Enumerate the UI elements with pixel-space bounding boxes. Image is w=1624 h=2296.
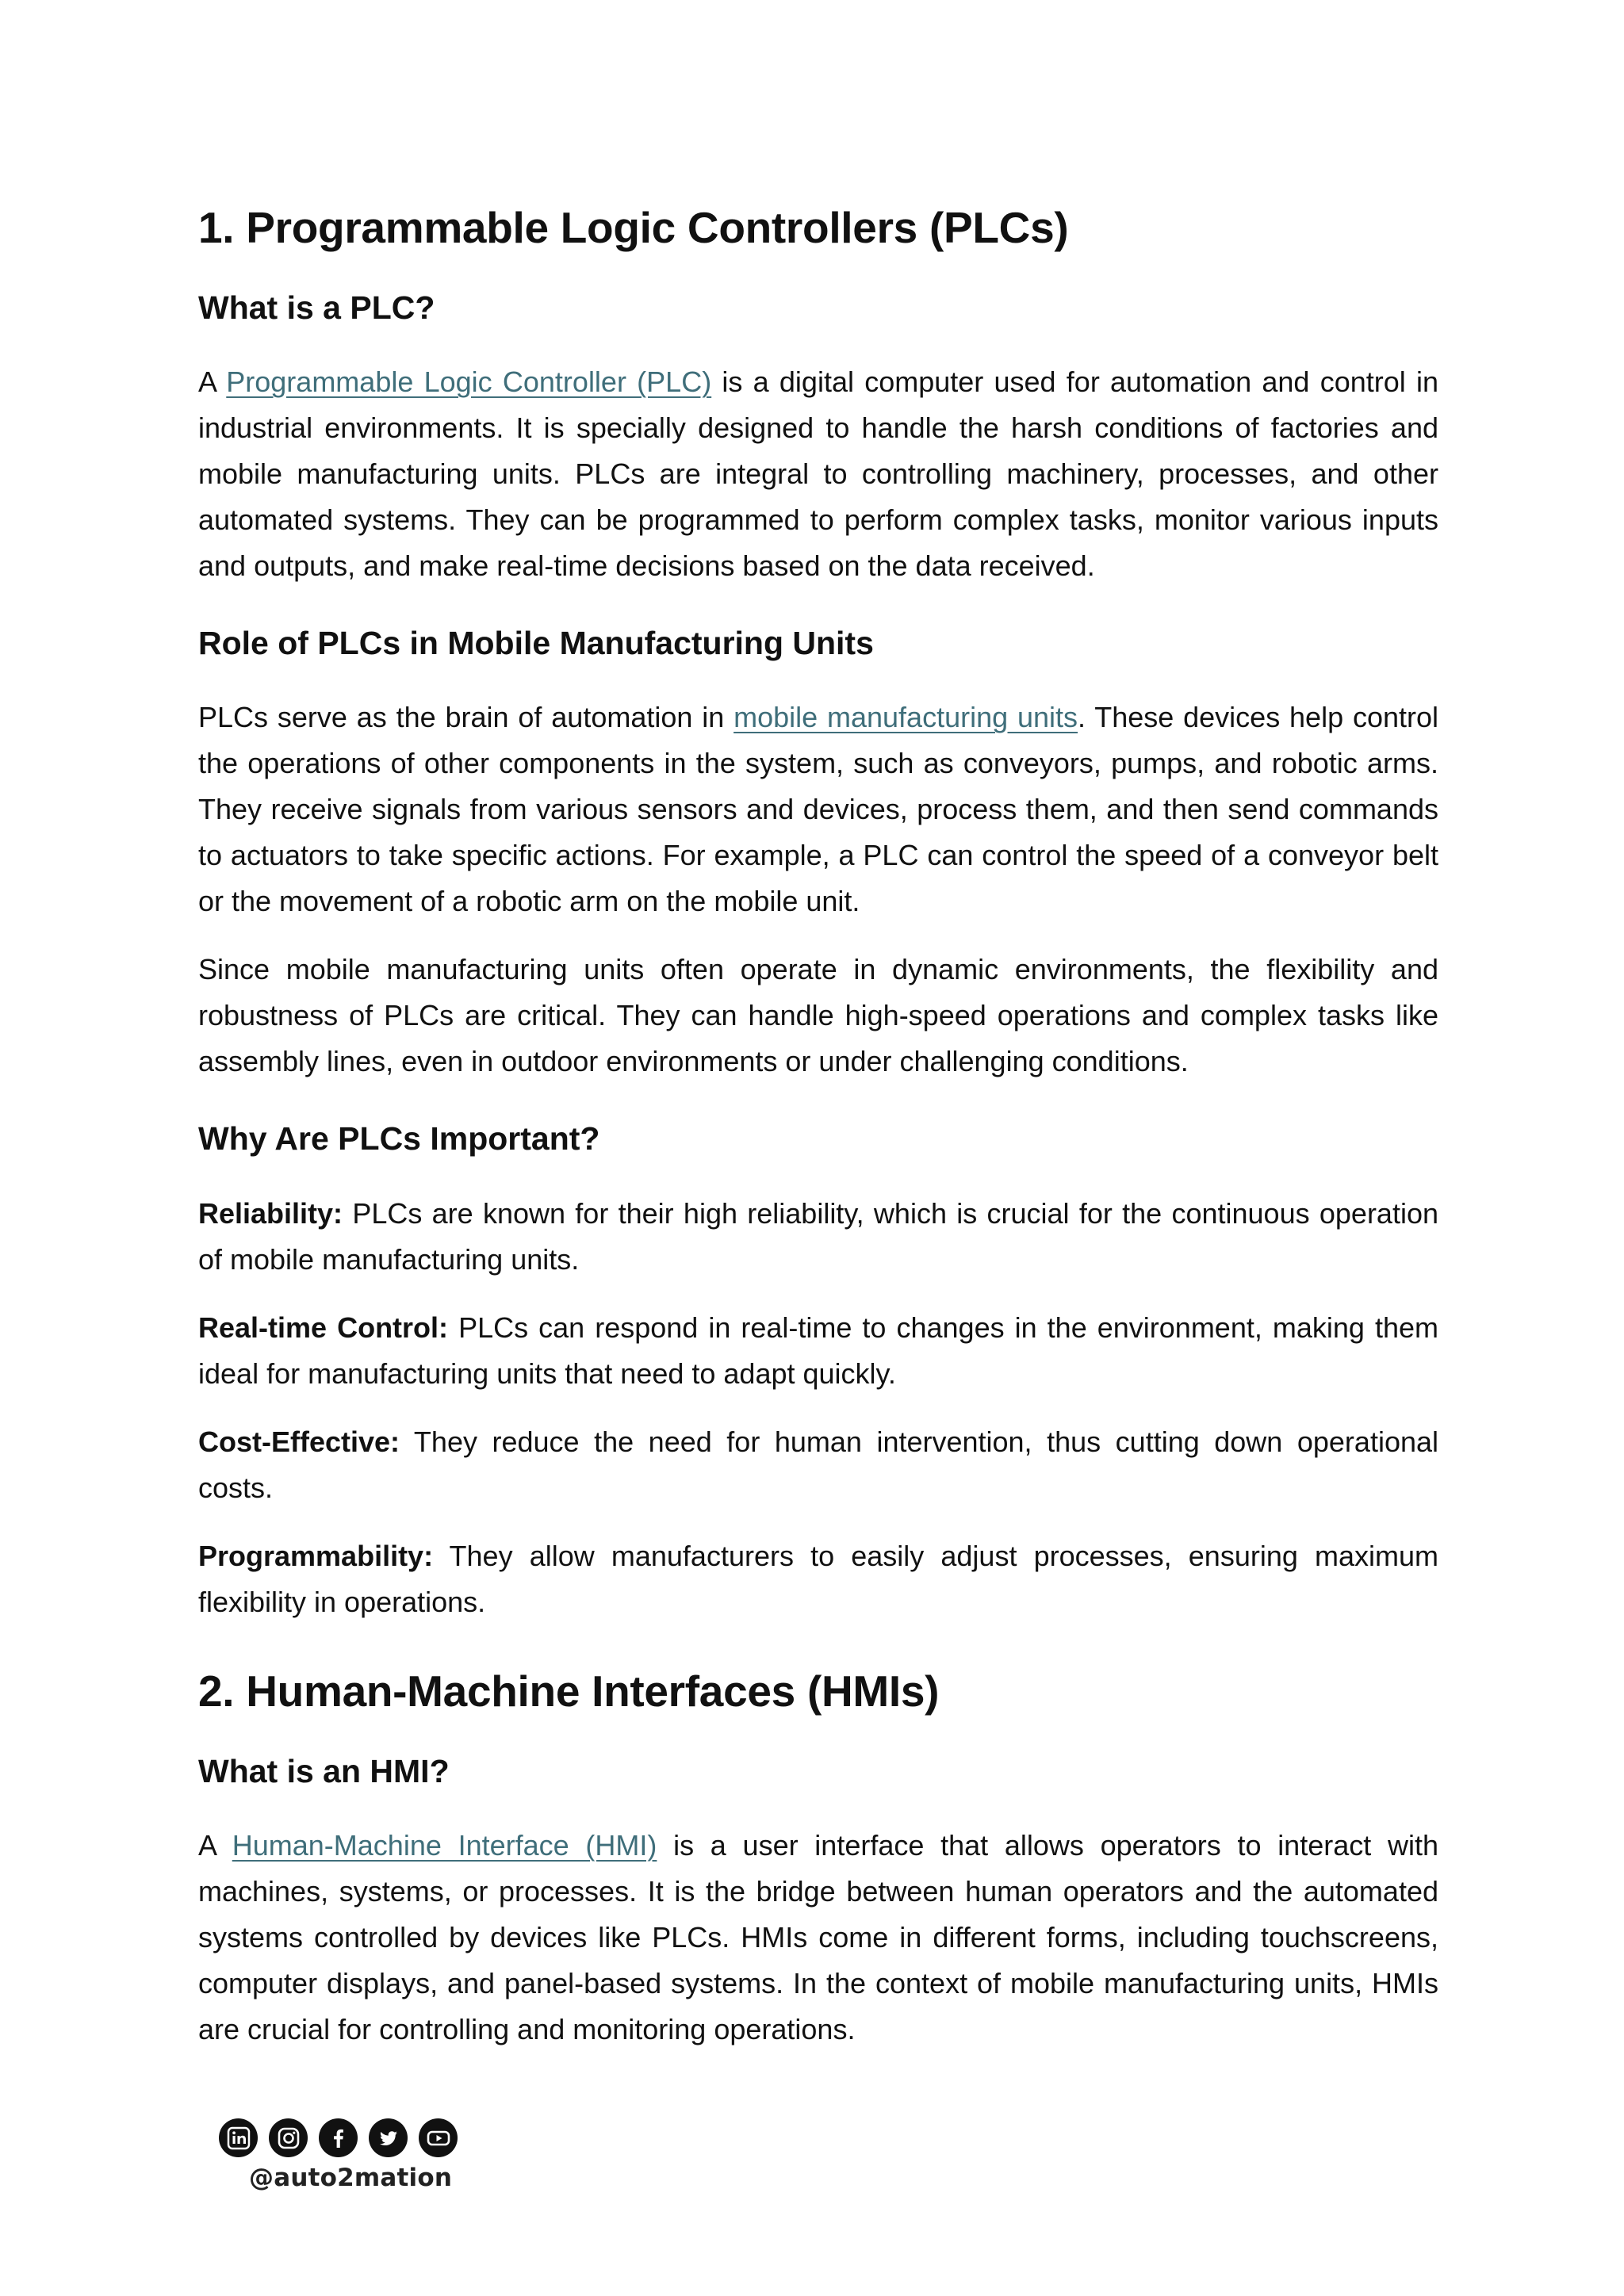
linkedin-icon[interactable] <box>219 2118 258 2157</box>
mobile-manufacturing-units-link[interactable]: mobile manufacturing units <box>733 701 1078 734</box>
social-handle: @auto2mation <box>249 2164 453 2192</box>
section2-title: 2. Human-Machine Interfaces (HMIs) <box>198 1666 940 1716</box>
social-icons <box>219 2118 473 2157</box>
what-is-hmi-heading: What is an HMI? <box>198 1752 450 1789</box>
cost-effective-item: Cost-Effective: They reduce the need for human intervention, thus cutting down operational costs. <box>198 1425 1438 1504</box>
hmi-link[interactable]: Human-Machine Interface (HMI) <box>232 1828 657 1862</box>
why-plcs-important-heading: Why Are PLCs Important? <box>198 1120 600 1158</box>
document-page <box>198 187 1438 2053</box>
role-paragraph-2: Since mobile manufacturing units often operate in dynamic environments, the flexibility and robustness of PLCs are critical. They can handle high-speed operations and complex tasks like assembly lines, even in outdoor environments or under challenging conditions. <box>198 953 1438 1078</box>
what-is-plc-heading: What is a PLC? <box>198 289 435 326</box>
plc-link[interactable]: Programmable Logic Controller (PLC) <box>226 365 712 399</box>
programmability-item: Programmability: They allow manufacturers to easily adjust processes, ensuring maximum flexibility in operations. <box>198 1539 1438 1618</box>
role-of-plcs-heading: Role of PLCs in Mobile Manufacturing Units <box>198 625 874 662</box>
twitter-icon[interactable] <box>369 2118 408 2157</box>
facebook-icon[interactable] <box>319 2118 358 2157</box>
instagram-icon[interactable] <box>269 2118 308 2157</box>
social-footer <box>219 2118 473 2192</box>
realtime-control-item: Real-time Control: PLCs can respond in real-time to changes in the environment, making them ideal for manufacturing units that need to adapt quickly. <box>198 1311 1438 1390</box>
what-is-plc-paragraph: A Programmable Logic Controller (PLC) is a digital computer used for automation and control in industrial environments. It is specially designed to handle the harsh conditions of factories and mobile manufacturing units. PLCs are integral to controlling machinery, processes, and other automated systems. They can be programmed to perform complex tasks, monitor various inputs and outputs, and make real-time decisions based on the data received. <box>198 365 1438 583</box>
role-paragraph-1: PLCs serve as the brain of automation in mobile manufacturing units. These devices help control the operations of other components in the system, such as conveyors, pumps, and robotic arms. They receive signals from various sensors and devices, process them, and then send commands to actuators to take specific actions. For example, a PLC can control the speed of a conveyor belt or the movement of a robotic arm on the mobile unit. <box>198 701 1438 918</box>
reliability-item: Reliability: PLCs are known for their high reliability, which is crucial for the continuous operation of mobile manufacturing units. <box>198 1196 1438 1276</box>
youtube-icon[interactable] <box>419 2118 458 2157</box>
what-is-hmi-paragraph: A Human-Machine Interface (HMI) is a user interface that allows operators to interact with machines, systems, or processes. It is the bridge between human operators and the automated systems controlled by devices like PLCs. HMIs come in different forms, including touchscreens, computer displays, and panel-based systems. In the context of mobile manufacturing units, HMIs are crucial for controlling and monitoring operations. <box>198 1828 1438 2045</box>
section1-title: 1. Programmable Logic Controllers (PLCs) <box>198 203 1069 252</box>
